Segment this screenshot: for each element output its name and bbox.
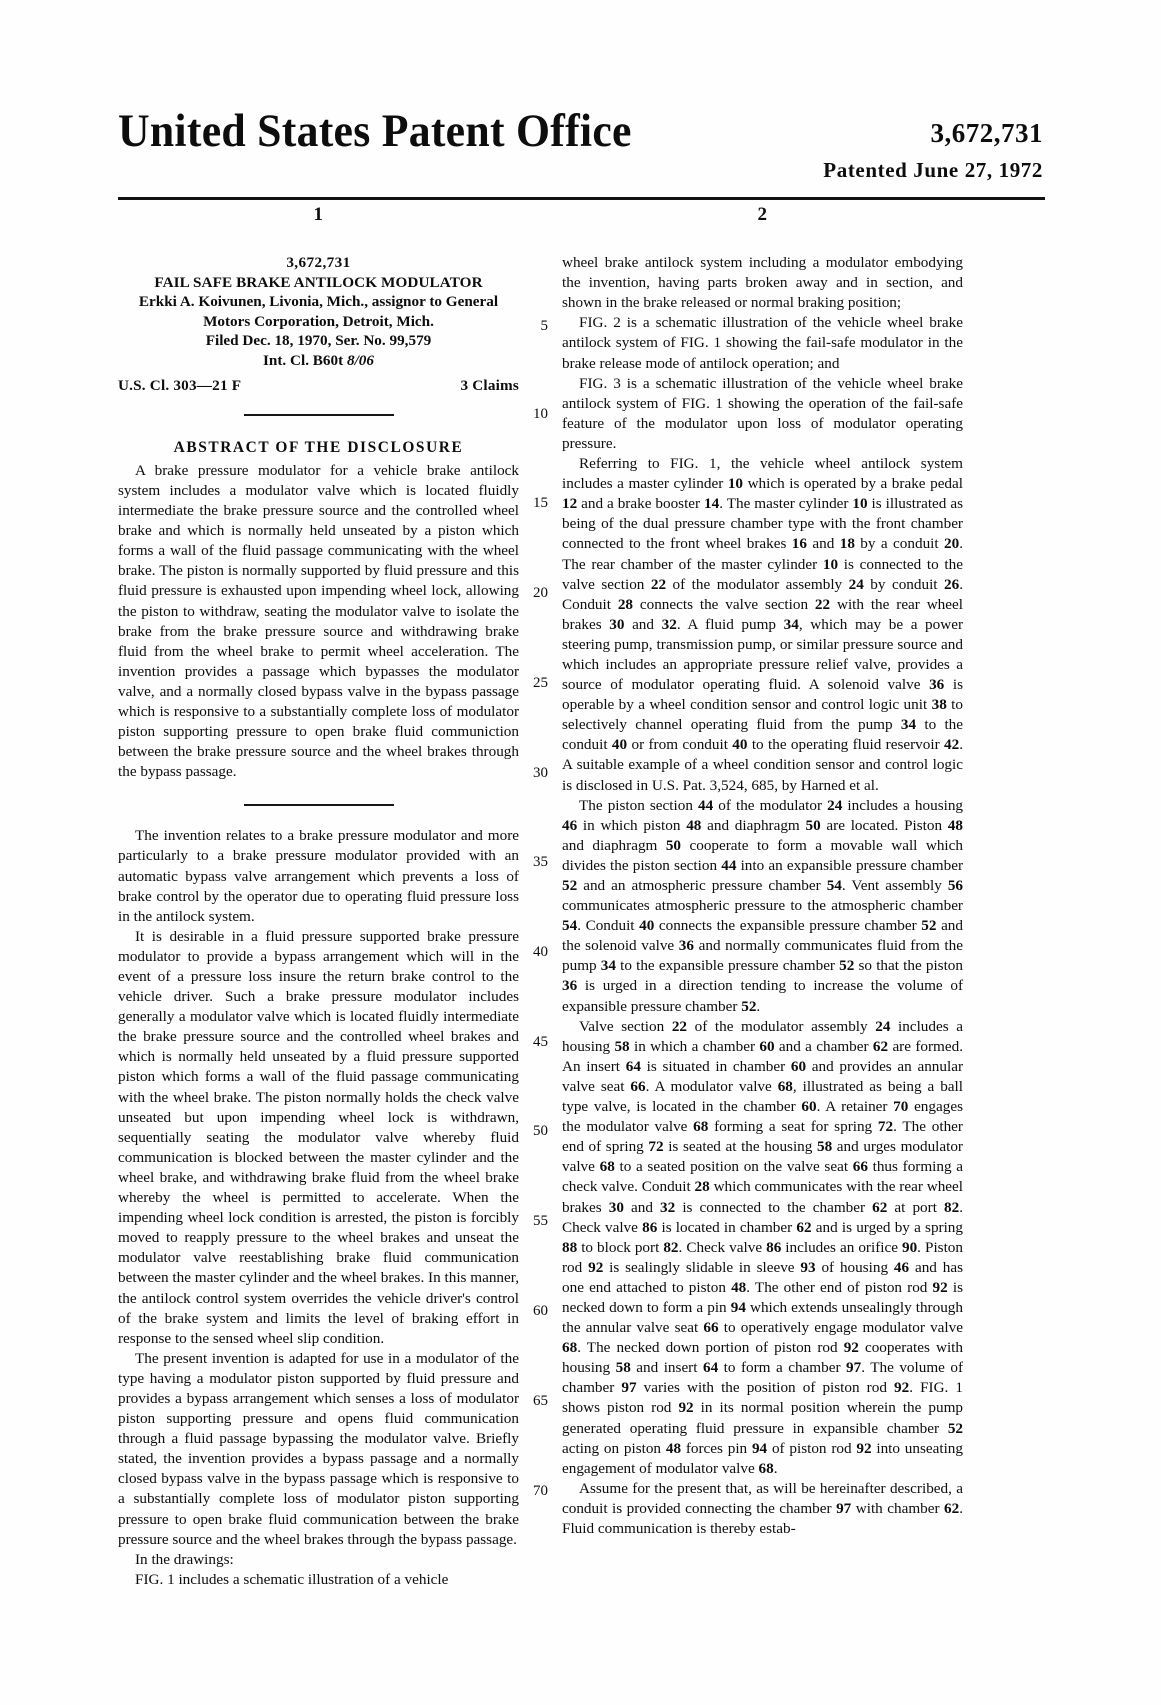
reference-numeral: 28 (617, 595, 633, 613)
reference-numeral: 52 (947, 1419, 963, 1437)
column-right (562, 205, 963, 1539)
reference-numeral: 92 (894, 1379, 910, 1397)
masthead (118, 105, 1043, 190)
reference-numeral: 48 (686, 816, 702, 834)
reference-numeral: 92 (843, 1339, 859, 1357)
reference-numeral: 70 (893, 1098, 909, 1116)
reference-numeral: 66 (703, 1319, 719, 1337)
international-classification (118, 351, 519, 371)
header-rule (118, 197, 1045, 200)
classification-line (118, 376, 519, 396)
reference-numeral: 18 (839, 535, 855, 553)
title-patent-number: 3,672,731 (286, 254, 351, 272)
reference-numeral: 14 (704, 495, 720, 513)
reference-numeral: 48 (947, 816, 963, 834)
reference-numeral: 38 (931, 696, 947, 714)
line-number: 50 (533, 1123, 548, 1139)
reference-numeral: 62 (872, 1037, 889, 1055)
reference-numeral: 66 (630, 1077, 646, 1095)
paragraph-system-overview: Referring to FIG. 1, the vehicle wheel antilock system includes a master cylinder 10 which is operated by a brake pedal 12 and a brake booster 14. The master cylinder 10 is illustrated as being of the dual pressure chamber type with the front chamber connected to the front wheel brakes 16 and 18 by a conduit 20. The rear chamber of the master cylinder 10 is connected to the valve section 22 of the modulator assembly 24 by conduit 26. Conduit 28 connects the valve section 22 with the rear wheel brakes 30 and 32. A fluid pump 34, which may be a power steering pump, transmission pump, or similar pressure source and which includes an appropriate pressure relief valve, provides a source of modulator operating fluid. A solenoid valve 36 is operable by a wheel condition sensor and control logic unit 38 to selectively channel operating fluid from the pump 34 to the conduit 40 or from conduit 40 to the operating fluid reservoir 42. A suitable example of a wheel condition sensor and control logic is disclosed in U.S. Pat. 3,524, 685, by Harned et al. (562, 455, 964, 794)
reference-numeral: 62 (944, 1499, 960, 1517)
reference-numeral: 46 (562, 816, 578, 834)
reference-numeral: 32 (660, 1198, 676, 1216)
invention-title: FAIL SAFE BRAKE ANTILOCK MODULATOR (154, 273, 483, 291)
reference-numeral: 90 (901, 1238, 918, 1256)
reference-numeral: 64 (625, 1057, 641, 1075)
reference-numeral: 30 (609, 615, 625, 633)
line-number: 25 (533, 675, 548, 691)
patented-date: Patented June 27, 1972 (823, 158, 1043, 182)
title-block (118, 253, 519, 371)
int-cl-label: Int. Cl. B60t (263, 352, 344, 370)
paragraph-summary: The present invention is adapted for use in a modulator of the type having a modulator piston supported by fluid pressure and provides a bypass arrangement which senses a loss of modulator piston supporting pressure and opens fluid communication through a fluid passage bypassing the modulator valve. Briefly stated, the invention provides a bypass passage and a normally closed bypass valve in the bypass passage which is responsive to a substantially complete loss of modulator piston supporting pressure to open brake fluid communication between the brake pressure source and the wheel brakes through the bypass passage. (118, 1349, 519, 1548)
column-left (118, 205, 519, 1590)
body-divider-rule (244, 804, 394, 806)
reference-numeral: 22 (671, 1017, 688, 1035)
paragraph-background: It is desirable in a fluid pressure supported brake pressure modulator to provide a bypass arrangement which will in the event of a pressure loss insure the return brake control to the vehicle driver. Such a brake pressure modulator includes generally a modulator valve which is located fluidly intermediate the brake pressure source and the controlled wheel brakes and which is normally held unseated by a fluid pressure supported piston which forms a wall of the fluid passage communicating with the wheel brake. The piston normally holds the check valve unseated but upon impending wheel lock is withdrawn, sequentially seating the modulator valve whereby fluid communication is blocked between the master cylinder and the wheel brake, and withdrawing brake fluid from the wheel brake whereby the wheel is permitted to accelerate. When the impending wheel lock condition is arrested, the piston is forcibly moved to reapply pressure to the wheel brakes and unseat the modulator valve reestablishing brake fluid communication between the master cylinder and the wheel brakes. In this manner, the antilock control system overrides the vehicle driver's control of the brake system and limits the level of braking effort in response to the sensed wheel slip condition. (118, 927, 519, 1347)
reference-numeral: 88 (562, 1238, 578, 1256)
reference-numeral: 72 (877, 1118, 894, 1136)
line-number: 5 (540, 318, 548, 334)
inventor-line-2: Motors Corporation, Detroit, Mich. (203, 312, 434, 330)
reference-numeral: 92 (856, 1439, 872, 1457)
reference-numeral: 20 (944, 535, 960, 553)
reference-numeral: 68 (599, 1158, 615, 1176)
reference-numeral: 60 (759, 1037, 775, 1055)
reference-numeral: 58 (816, 1138, 833, 1156)
reference-numeral: 68 (562, 1339, 578, 1357)
reference-numeral: 36 (929, 676, 945, 694)
reference-numeral: 48 (731, 1278, 747, 1296)
line-number: 40 (533, 944, 548, 960)
reference-numeral: 58 (614, 1037, 630, 1055)
line-number: 55 (533, 1213, 548, 1229)
abstract-text: A brake pressure modulator for a vehicle brake antilock system includes a modulator valve which is located fluidly intermediate the brake pressure source and the controlled wheel brake and which is normally held unseated by a piston which forms a wall of the fluid passage communicating with the wheel brake. The piston is normally supported by fluid pressure and this fluid pressure is exhausted upon impending wheel lock, allowing the piston to withdraw, seating the modulator valve to isolate the brake from the brake pressure source and withdrawing brake fluid from the wheel brake to permit wheel acceleration. The invention provides a passage which bypasses the modulator valve, and a normally closed bypass valve in the bypass passage which is responsive to a substantially complete loss of modulator piston supporting pressure to open brake fluid communiction between the brake pressure source and the wheel brakes through the bypass passage. (118, 461, 519, 781)
line-number: 65 (533, 1393, 548, 1409)
reference-numeral: 68 (777, 1077, 793, 1095)
reference-numeral: 97 (836, 1499, 852, 1517)
reference-numeral: 54 (562, 917, 578, 935)
reference-numeral: 24 (848, 575, 864, 593)
reference-numeral: 44 (698, 796, 714, 814)
paragraph-fig3-description: FIG. 3 is a schematic illustration of the vehicle wheel brake antilock system of FIG. 1 showing the operation of the fail-safe feature of the modulator upon loss of modulator operating pressure. (562, 374, 963, 452)
us-classification: U.S. Cl. 303—21 F (118, 376, 242, 394)
reference-numeral: 34 (600, 957, 616, 975)
reference-numeral: 52 (839, 957, 855, 975)
reference-numeral: 64 (702, 1359, 719, 1377)
reference-numeral: 28 (694, 1178, 710, 1196)
reference-numeral: 72 (648, 1138, 664, 1156)
reference-numeral: 86 (642, 1218, 658, 1236)
reference-numeral: 30 (608, 1198, 624, 1216)
reference-numeral: 40 (639, 917, 655, 935)
reference-numeral: 68 (758, 1459, 774, 1477)
line-number: 30 (533, 765, 548, 781)
reference-numeral: 66 (852, 1158, 868, 1176)
paragraph-drawings-intro: In the drawings: (135, 1550, 234, 1568)
reference-numeral: 42 (944, 736, 960, 754)
reference-numeral: 50 (665, 836, 682, 854)
reference-numeral: 26 (944, 575, 960, 593)
claims-count: 3 Claims (460, 376, 519, 394)
line-number: 45 (533, 1034, 548, 1050)
abstract-divider-rule (244, 414, 394, 416)
reference-numeral: 50 (805, 816, 821, 834)
reference-numeral: 52 (562, 877, 578, 894)
reference-numeral: 12 (562, 495, 578, 513)
paragraph-piston-section: The piston section 44 of the modulator 24 includes a housing 46 in which piston 48 and diaphragm 50 are located. Piston 48 and diaphragm 50 cooperate to form a movable wall which divides the piston section 44 into an expansible pressure chamber 52 and an atmospheric pressure chamber 54. Vent assembly 56 communicates atmospheric pressure to the atmospheric chamber 54. Conduit 40 connects the expansible pressure chamber 52 and the solenoid valve 36 and normally communicates fluid from the pump 34 to the expansible pressure chamber 52 so that the piston 36 is urged in a direction tending to increase the volume of expansible pressure chamber 52. (562, 796, 964, 1015)
reference-numeral: 94 (730, 1298, 746, 1316)
line-number: 15 (533, 495, 548, 511)
reference-numeral: 92 (932, 1278, 948, 1296)
reference-numeral: 60 (790, 1057, 807, 1075)
reference-numeral: 40 (611, 736, 628, 754)
reference-numeral: 36 (562, 977, 578, 995)
reference-numeral: 82 (663, 1238, 679, 1256)
reference-numeral: 52 (921, 917, 937, 935)
reference-numeral: 52 (741, 997, 757, 1015)
reference-numeral: 62 (796, 1218, 812, 1236)
reference-numeral: 58 (615, 1359, 631, 1377)
reference-numeral: 82 (944, 1198, 960, 1216)
reference-numeral: 93 (800, 1258, 816, 1276)
line-number: 70 (533, 1483, 548, 1499)
reference-numeral: 24 (827, 796, 843, 814)
reference-numeral: 94 (751, 1439, 768, 1457)
folio-right: 2 (757, 204, 768, 225)
line-number: 60 (533, 1303, 548, 1319)
paragraph-fig1-continued: wheel brake antilock system including a modulator embodying the invention, having parts broken away and in section, and shown in the brake released or normal braking position; (562, 254, 963, 312)
reference-numeral: 54 (826, 877, 842, 894)
reference-numeral: 97 (621, 1379, 637, 1397)
paragraph-fig2-description: FIG. 2 is a schematic illustration of the vehicle wheel brake antilock system of FIG. 1 showing the fail-safe modulator in the brake release mode of antilock operation; and (562, 314, 963, 372)
reference-numeral: 62 (872, 1198, 888, 1216)
reference-numeral: 97 (846, 1359, 862, 1377)
patent-number-header: 3,672,731 (930, 118, 1043, 148)
reference-numeral: 36 (678, 937, 694, 955)
patent-office-title: United States Patent Office (118, 105, 632, 157)
paragraph-invention-field: The invention relates to a brake pressure modulator and more particularly to a brake pressure modulator provided with an automatic bypass valve arrangement which prevents a loss of brake control by the operator due to operating fluid pressure loss in the antilock system. (118, 827, 519, 925)
reference-numeral: 92 (588, 1258, 604, 1276)
reference-numeral: 32 (661, 615, 677, 633)
reference-numeral: 10 (822, 555, 839, 573)
paragraph-fig1-description: FIG. 1 includes a schematic illustration of a vehicle (135, 1570, 449, 1588)
abstract-heading: ABSTRACT OF THE DISCLOSURE (173, 438, 464, 456)
reference-numeral: 22 (814, 595, 831, 613)
reference-numeral: 16 (791, 535, 807, 553)
line-number: 35 (533, 854, 548, 870)
reference-numeral: 34 (900, 716, 917, 734)
folio-left: 1 (313, 204, 324, 225)
paragraph-chamber-assumption: Assume for the present that, as will be hereinafter described, a conduit is provided connecting the chamber 97 with chamber 62. Fluid communication is thereby estab- (562, 1479, 963, 1537)
reference-numeral: 92 (678, 1399, 694, 1417)
reference-numeral: 10 (727, 475, 744, 493)
reference-numeral: 22 (650, 575, 667, 593)
reference-numeral: 48 (665, 1439, 682, 1457)
reference-numeral: 34 (783, 615, 799, 633)
filing-info: Filed Dec. 18, 1970, Ser. No. 99,579 (205, 332, 432, 350)
reference-numeral: 10 (852, 495, 868, 513)
inventor-line-1: Erkki A. Koivunen, Livonia, Mich., assignor to General (138, 293, 499, 311)
line-number: 20 (533, 585, 548, 601)
reference-numeral: 40 (732, 736, 748, 754)
paragraph-valve-section: Valve section 22 of the modulator assembly 24 includes a housing 58 in which a chamber 60 and a chamber 62 are formed. An insert 64 is situated in chamber 60 and provides an annular valve seat 66. A modulator valve 68, illustrated as being a ball type valve, is located in the chamber 60. A retainer 70 engages the modulator valve 68 forming a seat for spring 72. The other end of spring 72 is seated at the housing 58 and urges modulator valve 68 to a seated position on the valve seat 66 thus forming a check valve. Conduit 28 which communicates with the rear wheel brakes 30 and 32 is connected to the chamber 62 at port 82. Check valve 86 is located in chamber 62 and is urged by a spring 88 to block port 82. Check valve 86 includes an orifice 90. Piston rod 92 is sealingly slidable in sleeve 93 of housing 46 and has one end attached to piston 48. The other end of piston rod 92 is necked down to form a pin 94 which extends unsealingly through the annular valve seat 66 to operatively engage modulator valve 68. The necked down portion of piston rod 92 cooperates with housing 58 and insert 64 to form a chamber 97. The volume of chamber 97 varies with the position of piston rod 92. FIG. 1 shows piston rod 92 in its normal position wherein the pump generated operating fluid pressure in expansible chamber 52 acting on piston 48 forces pin 94 of piston rod 92 into unseating engagement of modulator valve 68. (562, 1017, 964, 1477)
int-cl-value: 8/06 (346, 352, 374, 370)
line-number: 10 (533, 406, 548, 422)
reference-numeral: 60 (801, 1098, 817, 1116)
reference-numeral: 46 (893, 1258, 910, 1276)
reference-numeral: 56 (947, 877, 964, 894)
reference-numeral: 86 (766, 1238, 782, 1256)
reference-numeral: 44 (721, 856, 737, 874)
reference-numeral: 68 (693, 1118, 709, 1136)
reference-numeral: 24 (875, 1017, 891, 1035)
